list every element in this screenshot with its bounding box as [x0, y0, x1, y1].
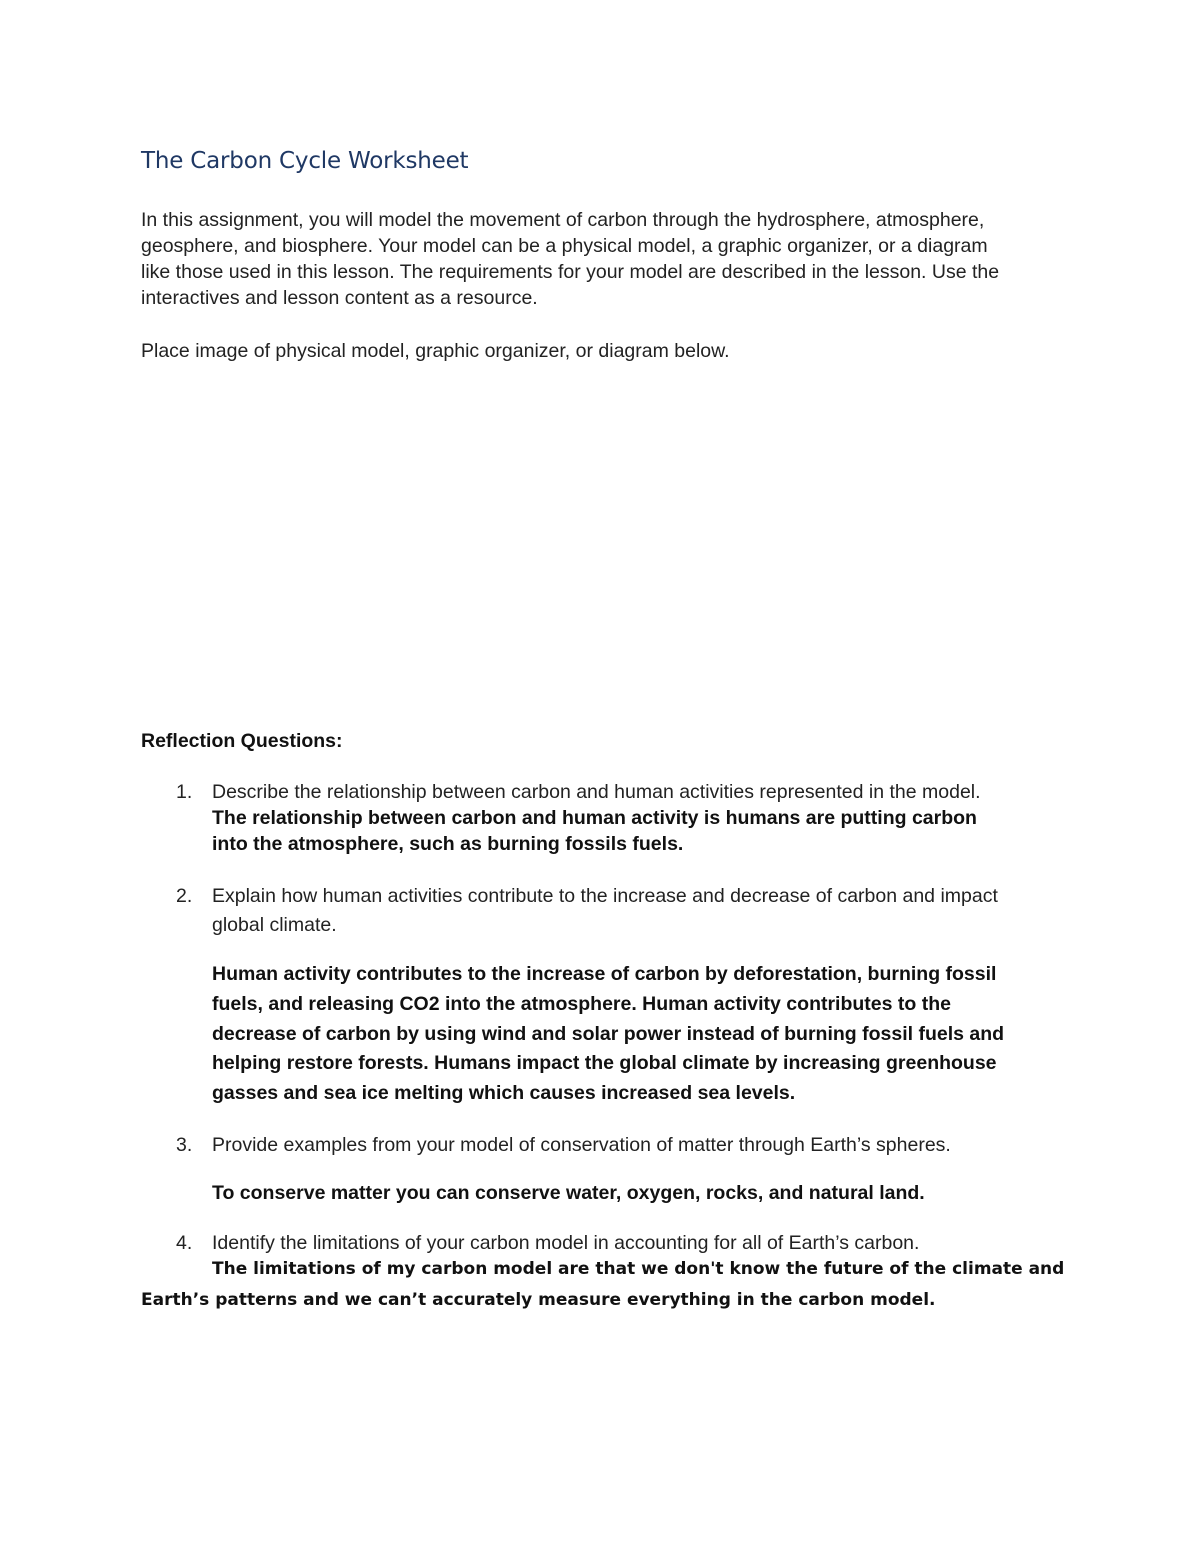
answer-text: Human activity contributes to the increase of carbon by deforestation, burning fossil: [212, 963, 997, 985]
question-number: 2.: [176, 885, 193, 907]
answer-text: decrease of carbon by using wind and solar power instead of burning fossil fuels and: [212, 1023, 1005, 1045]
answer-text: helping restore forests. Humans impact the global climate by increasing greenhouse: [212, 1052, 997, 1074]
image-instruction: Place image of physical model, graphic organizer, or diagram below.: [141, 340, 730, 362]
question-text: global climate.: [212, 914, 337, 936]
question-text: Explain how human activities contribute to the increase and decrease of carbon and impact: [212, 885, 998, 907]
intro-line: In this assignment, you will model the movement of carbon through the hydrosphere, atmosphere,: [141, 209, 985, 231]
page-title: The Carbon Cycle Worksheet: [141, 148, 469, 174]
question-text: Describe the relationship between carbon and human activities represented in the model.: [212, 781, 981, 803]
answer-text: The relationship between carbon and human activity is humans are putting carbon: [212, 807, 977, 829]
answer-text: fuels, and releasing CO2 into the atmosphere. Human activity contributes to the: [212, 993, 951, 1015]
intro-line: geosphere, and biosphere. Your model can be a physical model, a graphic organizer, or a diagram: [141, 235, 988, 257]
reflection-heading: Reflection Questions:: [141, 730, 343, 752]
intro-line: like those used in this lesson. The requirements for your model are described in the lesson. Use the: [141, 261, 1000, 283]
question-text: Identify the limitations of your carbon model in accounting for all of Earth’s carbon.: [212, 1232, 920, 1254]
question-number: 1.: [176, 781, 193, 803]
answer-text: To conserve matter you can conserve water, oxygen, rocks, and natural land.: [212, 1182, 925, 1204]
model-image-area: [141, 385, 1059, 715]
answer-text: Earth’s patterns and we can’t accurately measure everything in the carbon model.: [141, 1290, 936, 1310]
intro-line: interactives and lesson content as a resource.: [141, 287, 538, 309]
question-number: 4.: [176, 1232, 193, 1254]
answer-text: The limitations of my carbon model are that we don't know the future of the climate and: [212, 1259, 1065, 1279]
question-number: 3.: [176, 1134, 193, 1156]
answer-text: gasses and sea ice melting which causes increased sea levels.: [212, 1082, 796, 1104]
question-text: Provide examples from your model of conservation of matter through Earth’s spheres.: [212, 1134, 951, 1156]
answer-text: into the atmosphere, such as burning fossils fuels.: [212, 833, 684, 855]
